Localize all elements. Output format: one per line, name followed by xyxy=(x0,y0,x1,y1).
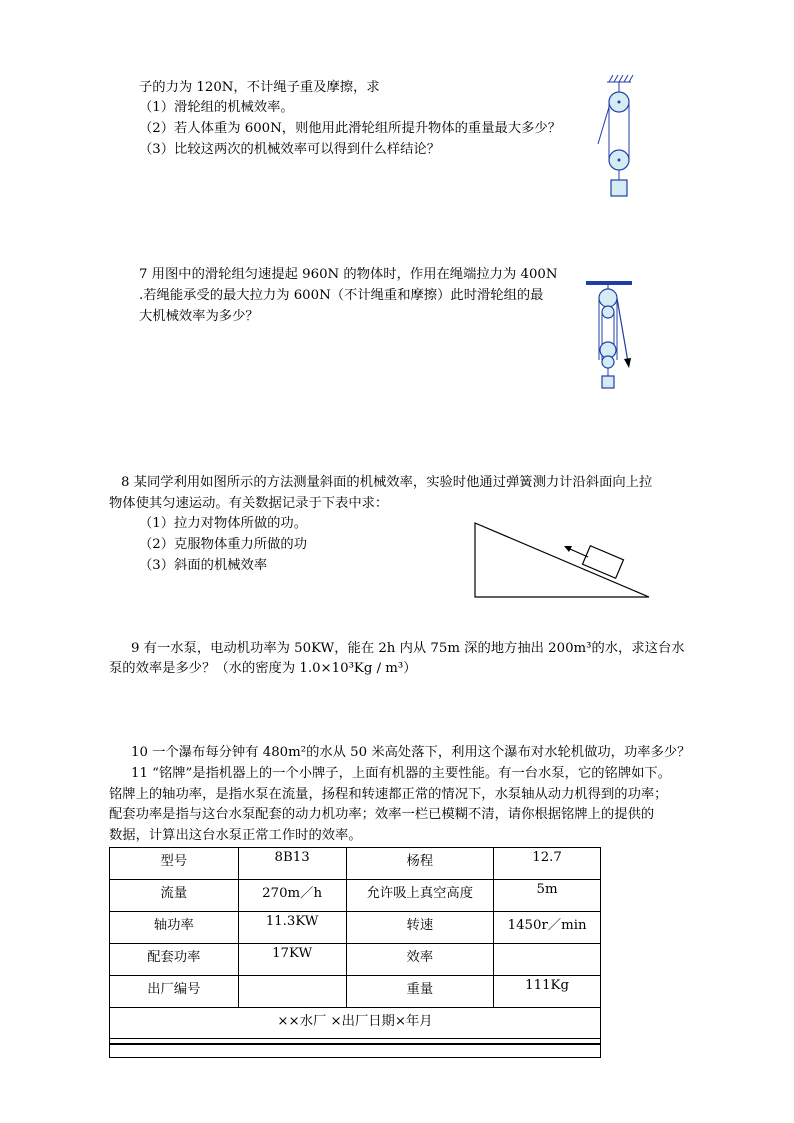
nameplate-table xyxy=(109,847,601,1058)
table-cell: 1450r／min xyxy=(494,912,601,944)
table-cell: 270m／h xyxy=(238,880,346,912)
table-footer-row xyxy=(110,1008,601,1039)
q10-line-1: 10 一个瀑布每分钟有 480m²的水从 50 米高处落下，利用这个瀑布对水轮机做功，功率多少？ xyxy=(131,745,691,760)
pull-arrow xyxy=(617,298,628,362)
load-block xyxy=(611,180,627,196)
ceiling-bar xyxy=(586,281,632,285)
q7-line-1: 7 用图中的滑轮组匀速提起 960N 的物体时，作用在绳端拉力为 400N xyxy=(139,267,558,282)
table-cell: 转速 xyxy=(346,912,494,944)
pull-rope xyxy=(598,107,609,144)
q6-line-1: 子的力为 120N，不计绳子重及摩擦，求 xyxy=(139,80,380,95)
q8-item-3: （3）斜面的机械效率 xyxy=(139,558,268,573)
q6-line-3: （2）若人体重为 600N，则他用此滑轮组所提升物体的重量最大多少？ xyxy=(139,121,562,136)
table-row xyxy=(110,912,601,944)
q7-pulley-figure xyxy=(584,278,644,396)
table-cell: 12.7 xyxy=(494,848,601,880)
table-bottom-border xyxy=(109,1043,601,1045)
table-row xyxy=(110,944,601,976)
table-cell xyxy=(494,944,601,976)
table-cell: 111Kg xyxy=(494,976,601,1008)
table-cell: 17KW xyxy=(238,944,346,976)
table-cell xyxy=(238,976,346,1008)
q6-line-2: （1）滑轮组的机械效率。 xyxy=(139,100,294,115)
table-blank-row xyxy=(110,1039,601,1058)
table-cell: 杨程 xyxy=(346,848,494,880)
q6-pulley-figure xyxy=(590,72,640,202)
table-cell: 允许吸上真空高度 xyxy=(346,880,494,912)
q11-line-4: 数据，计算出这台水泵正常工作时的效率。 xyxy=(109,828,362,843)
table-row xyxy=(110,880,601,912)
q7-line-2: .若绳能承受的最大拉力为 600N（不计绳重和摩擦）此时滑轮组的最 xyxy=(139,288,544,303)
nameplate-footer: ××水厂 ×出厂日期×年月 xyxy=(110,1008,601,1039)
q9-line-2: 泵的效率是多少？（水的密度为 1.0×10³Kg / m³） xyxy=(109,661,417,676)
incline-figure xyxy=(470,520,655,602)
q11-line-2: 铭牌上的轴功率，是指水泵在流量，扬程和转速都正常的情况下，水泵轴从动力机得到的功率； xyxy=(109,787,668,802)
table-row xyxy=(110,976,601,1008)
table-cell: 效率 xyxy=(346,944,494,976)
table-cell: 出厂编号 xyxy=(110,976,239,1008)
q9-line-1: 9 有一水泵，电动机功率为 50KW，能在 2h 内从 75m 深的地方抽出 200m³的水，求这台水 xyxy=(131,641,685,656)
table-cell: 配套功率 xyxy=(110,944,239,976)
nameplate-blank-cell xyxy=(110,1039,601,1058)
table-cell: 11.3KW xyxy=(238,912,346,944)
q11-line-3: 配套功率是指与这台水泵配套的动力机功率；效率一栏已模糊不清，请你根据铭牌上的提供的 xyxy=(109,807,655,822)
table-cell: 5m xyxy=(494,880,601,912)
table-cell: 型号 xyxy=(110,848,239,880)
q7-line-3: 大机械效率为多少？ xyxy=(139,309,259,324)
fixed-pulley xyxy=(599,289,617,307)
q8-item-2: （2）克服物体重力所做的功 xyxy=(139,537,308,552)
force-arrow xyxy=(570,549,588,557)
table-cell: 流量 xyxy=(110,880,239,912)
table-cell: 8B13 xyxy=(238,848,346,880)
q8-item-1: （1）拉力对物体所做的功。 xyxy=(139,516,308,531)
q8-line-2: 物体使其匀速运动。有关数据记录于下表中求： xyxy=(109,496,389,511)
q8-line-1: 8 某同学利用如图所示的方法测量斜面的机械效率，实验时他通过弹簧测力计沿斜面向上拉 xyxy=(121,475,653,490)
ceiling-hatch xyxy=(607,75,633,82)
q6-line-4: （3）比较这两次的机械效率可以得到什么样结论？ xyxy=(139,142,440,157)
sliding-block xyxy=(583,546,624,578)
table-cell: 轴功率 xyxy=(110,912,239,944)
load-block xyxy=(602,376,614,388)
q11-line-1: 11 “铭牌”是指机器上的一个小牌子，上面有机器的主要性能。有一台水泵，它的铭牌如下。 xyxy=(131,766,672,781)
table-row xyxy=(110,848,601,880)
table-cell: 重量 xyxy=(346,976,494,1008)
